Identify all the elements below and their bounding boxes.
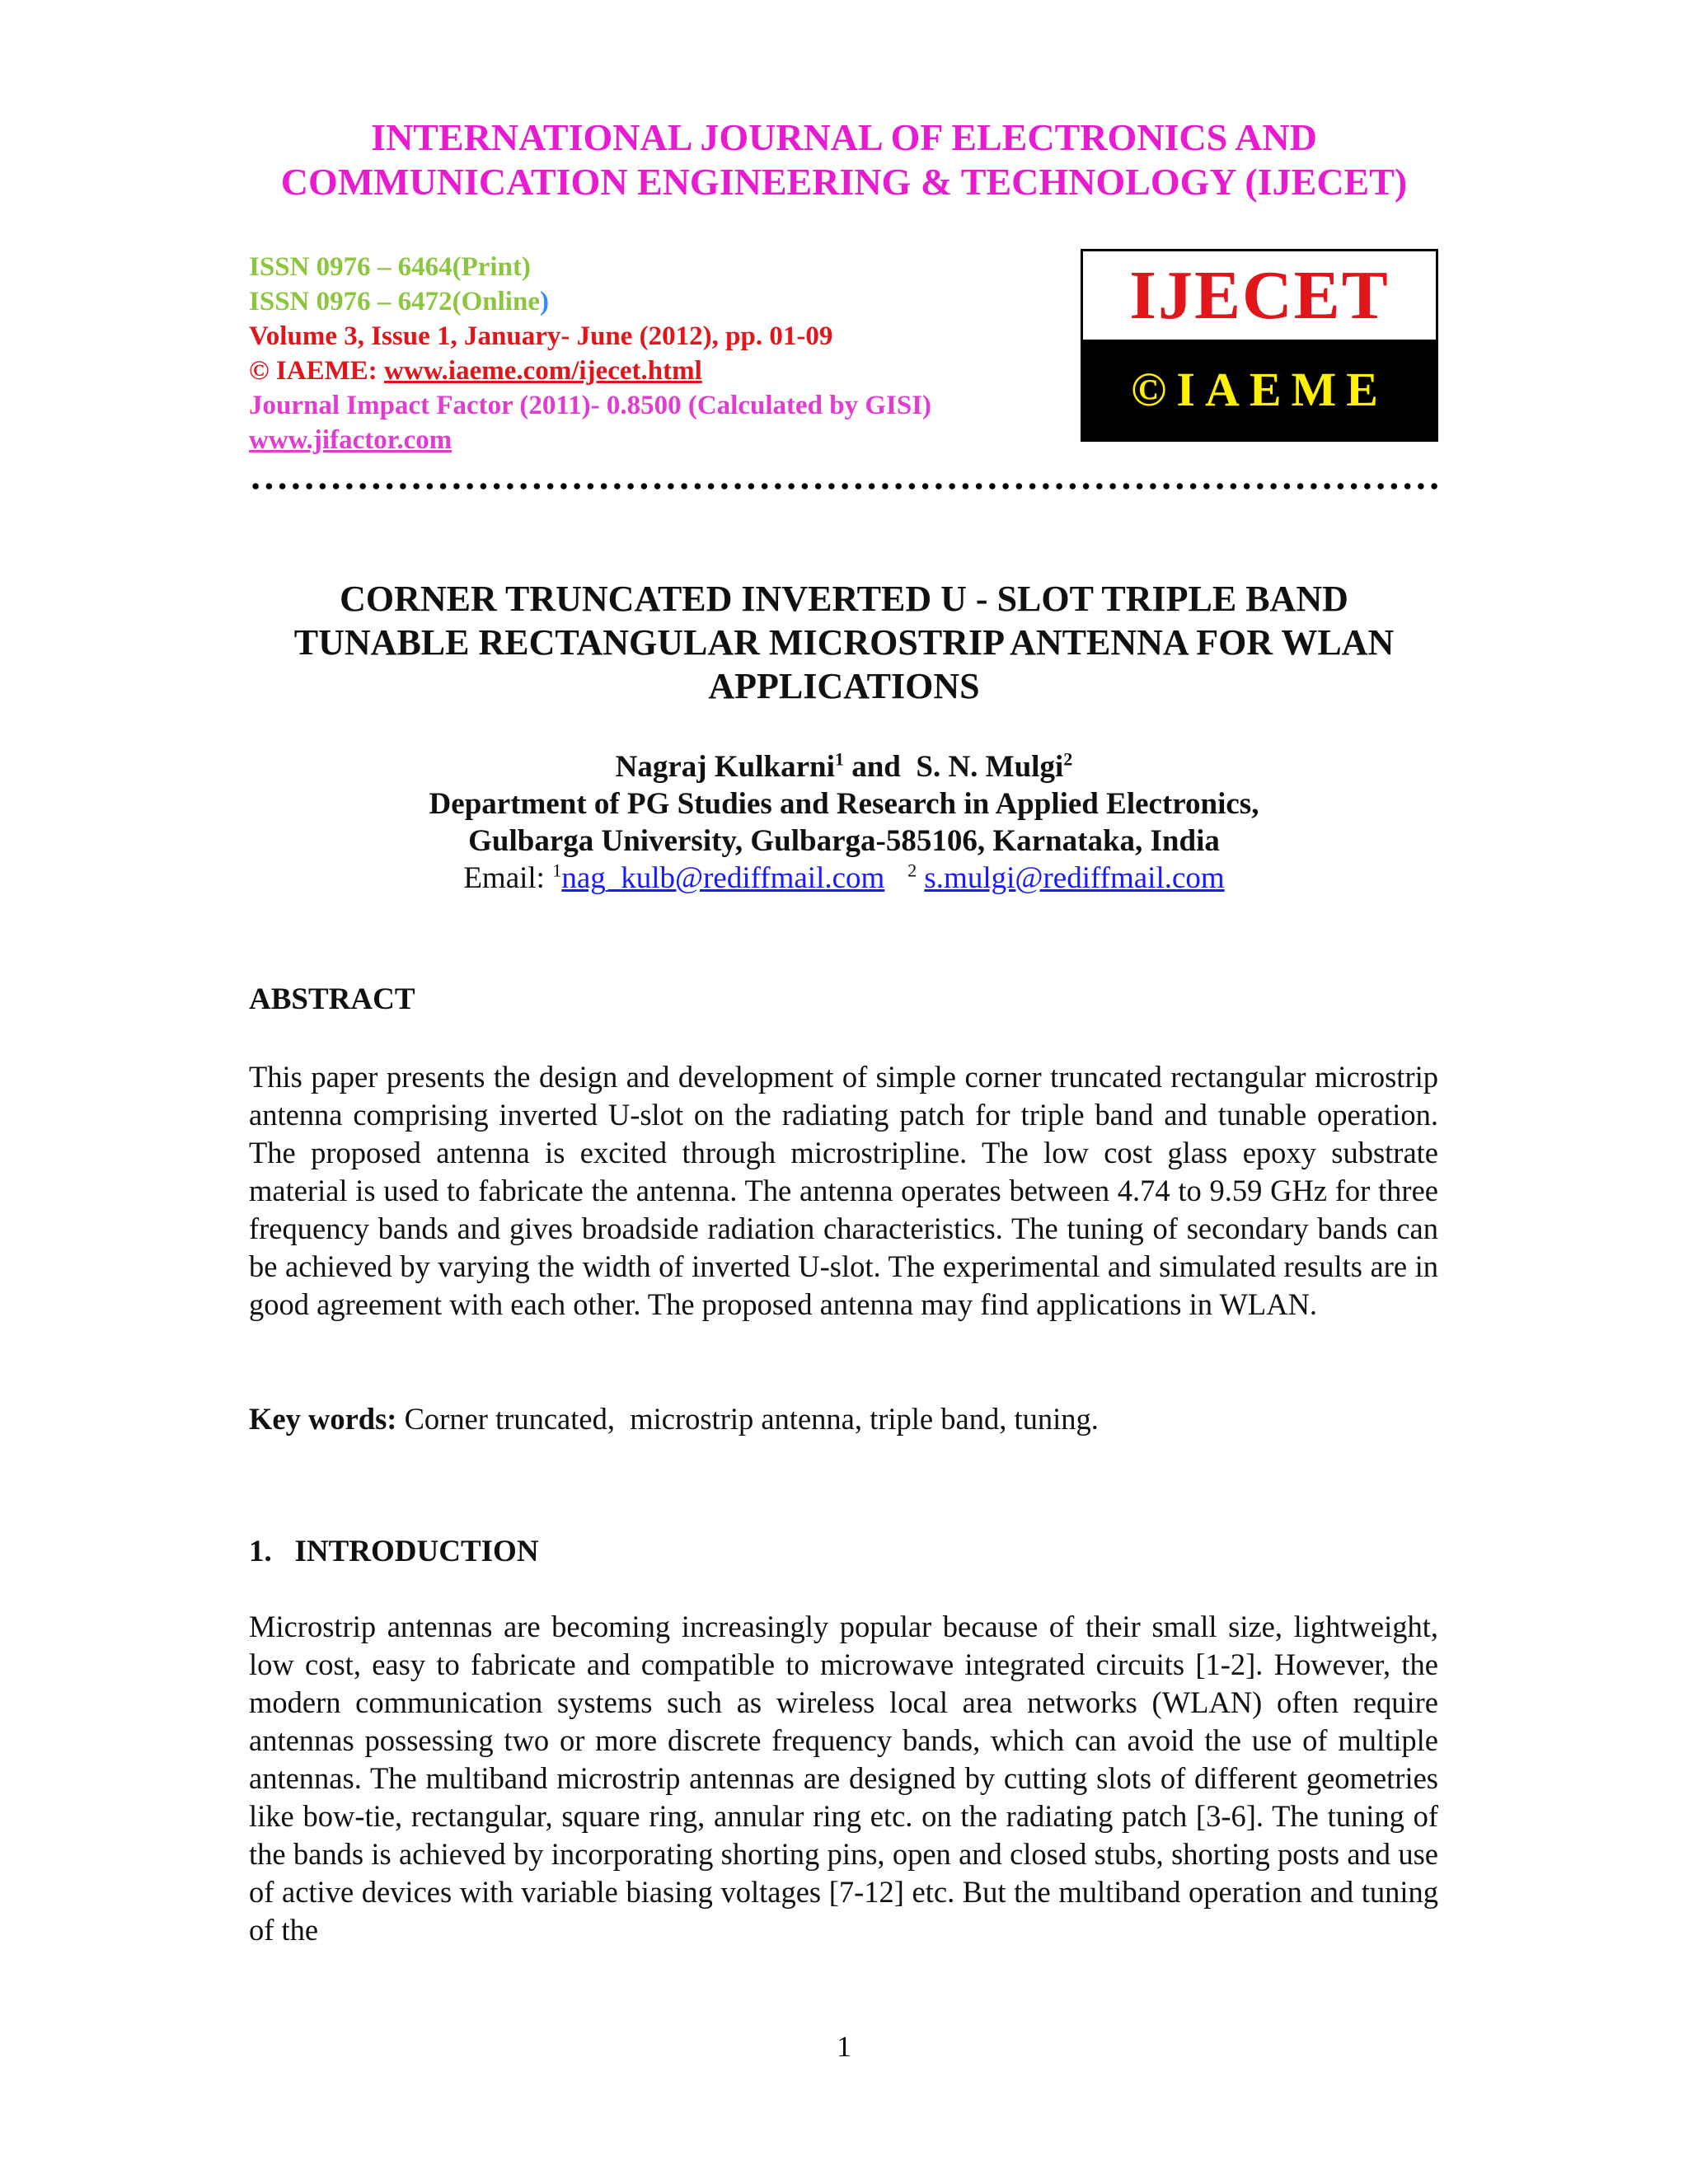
page-number: 1: [837, 2030, 851, 2063]
dotted-divider: [249, 482, 1437, 490]
abstract-text: This paper presents the design and development of simple corner truncated rectangular microstrip antenna comprising inverted U-slot on the radiating patch for triple band and tunable operation. The proposed antenna is excited through microstripline. The low cost glass epoxy substrate material is used to fabricate the antenna. The antenna operates between 4.74 to 9.59 GHz for three frequency bands and gives broadside radiation characteristics. The tuning of secondary bands can be achieved by varying the width of inverted U-slot. The experimental and simulated results are in good agreement with each other. The proposed antenna may find applications in WLAN.: [249, 1060, 1438, 1321]
journal-logo: [1081, 249, 1438, 442]
paper-title: CORNER TRUNCATED INVERTED U - SLOT TRIPLE BAND TUNABLE RECTANGULAR MICROSTRIP ANTENNA FOR WLAN APPLICATIONS: [293, 579, 1395, 706]
keywords-label: Key words:: [249, 1402, 397, 1436]
author-block: [0, 748, 1688, 897]
impact-factor: Journal Impact Factor (2011)- 0.8500 (Calculated by GISI): [249, 391, 932, 420]
journal-title-line2: COMMUNICATION ENGINEERING & TECHNOLOGY (IJECET): [280, 161, 1408, 203]
email-link-2[interactable]: s.mulgi@rediffmail.com: [924, 861, 1225, 895]
email-line: Email: $^1$nag_kulb@rediffmail.com $^2$ s.mulgi@rediffmail.com: [463, 860, 1225, 895]
affiliation-line2: Gulbarga University, Gulbarga-585106, Karnataka, India: [468, 824, 1220, 858]
copyright-line: © IAEME: www.iaeme.com/ijecet.html: [249, 356, 702, 386]
logo-iaeme: ©IAEME: [1083, 340, 1436, 439]
jifactor-link[interactable]: www.jifactor.com: [249, 425, 452, 455]
journal-website-link[interactable]: www.iaeme.com/ijecet.html: [384, 356, 702, 386]
introduction-heading: 1. INTRODUCTION: [249, 1535, 539, 1568]
affiliation-line1: Department of PG Studies and Research in Applied Electronics,: [429, 787, 1259, 821]
volume-info: Volume 3, Issue 1, January- June (2012), pp. 01-09: [249, 321, 833, 351]
keywords-line: [249, 1400, 1438, 1438]
author-names: Nagraj Kulkarni$^1$ and S. N. Mulgi$^2$: [615, 748, 1073, 784]
journal-meta: [249, 250, 931, 457]
issn-print: ISSN 0976 – 6464(Print): [249, 252, 531, 282]
introduction-text: Microstrip antennas are becoming increasingly popular because of their small size, lightweight, low cost, easy to fabricate and compatible to microwave integrated circuits [1-2]. However, the modern communication systems such as wireless local area networks (WLAN) often require antennas possessing two or more discrete frequency bands, which can avoid the use of multiple antennas. The multiband microstrip antennas are designed by cutting slots of different geometries like bow-tie, rectangular, square ring, annular ring etc. on the radiating patch [3-6]. The tuning of the bands is achieved by incorporating shorting pins, open and closed stubs, shorting posts and use of active devices with variable biasing voltages [7-12] etc. But the multiband operation and tuning of the: [249, 1610, 1438, 1947]
logo-ijecet: IJECET: [1129, 257, 1390, 334]
abstract-heading: ABSTRACT: [249, 982, 415, 1016]
keywords-text: Corner truncated, microstrip antenna, triple band, tuning.: [396, 1402, 1099, 1436]
email-link-1[interactable]: nag_kulb@rediffmail.com: [561, 861, 885, 895]
journal-title-line1: INTERNATIONAL JOURNAL OF ELECTRONICS AND: [371, 116, 1317, 158]
issn-online: ISSN 0976 – 6472(Online): [249, 287, 549, 316]
journal-title: [0, 115, 1688, 204]
